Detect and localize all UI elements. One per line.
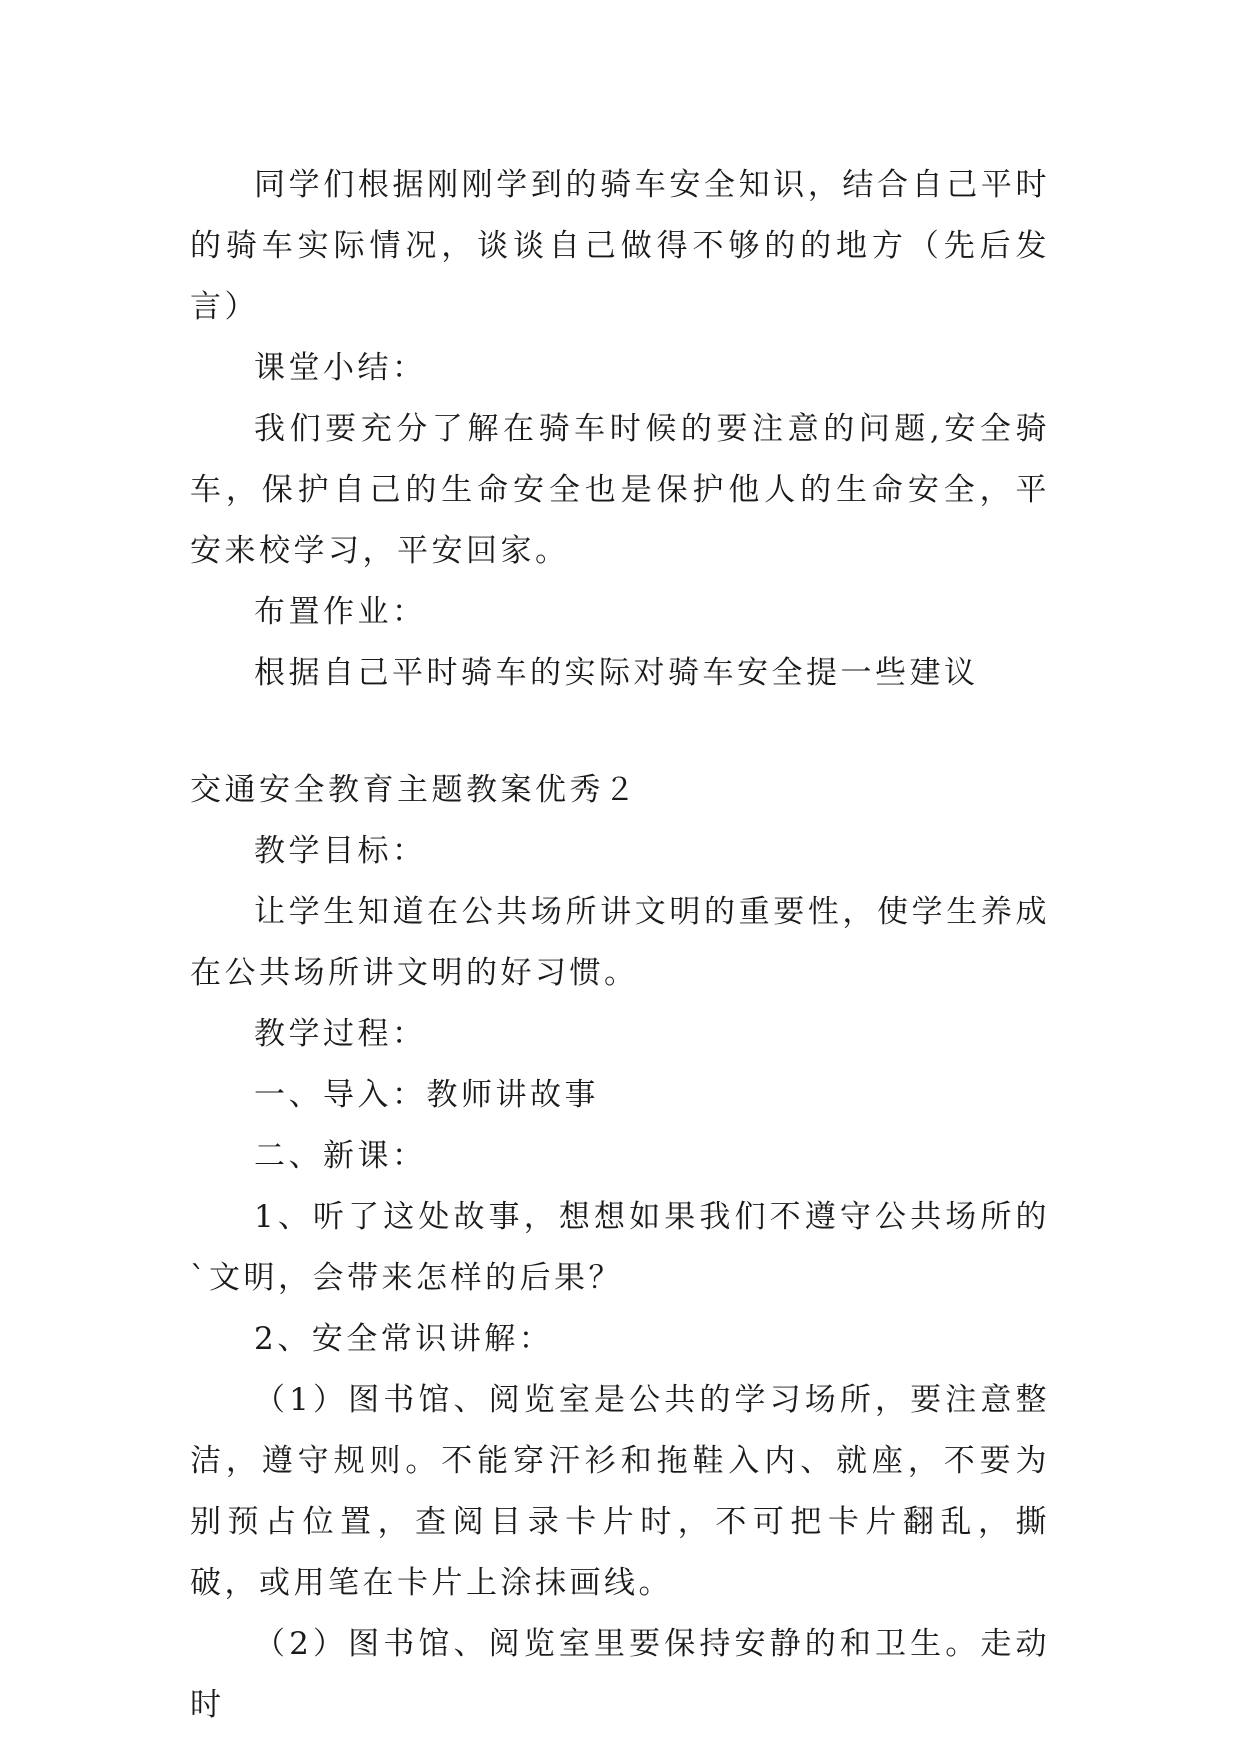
section-title: 交通安全教育主题教案优秀２: [190, 772, 639, 808]
paragraph-teaching-goal: 让学生知道在公共场所讲文明的重要性，使学生养成在公共场所讲文明的好习惯。: [190, 894, 1050, 991]
paragraph-question-1: 1、听了这处故事，想想如果我们不遵守公共场所的`文明，会带来怎样的后果？: [190, 1199, 1050, 1296]
heading-homework: 布置作业：: [254, 594, 427, 630]
list-item-new-lesson: 二、新课：: [254, 1138, 427, 1174]
paragraph-library-rules-1: （1）图书馆、阅览室是公共的学习场所，要注意整洁，遵守规则。不能穿汗衫和拖鞋入内、就座，不要为别预占位置，查阅目录卡片时，不可把卡片翻乱，撕破，或用笔在卡片上涂抹画线。: [190, 1382, 1050, 1601]
paragraph-library-rules-2: （2）图书馆、阅览室里要保持安静的和卫生。走动时: [190, 1626, 1050, 1723]
heading-teaching-goal: 教学目标：: [254, 833, 427, 869]
list-item-intro: 一、导入：教师讲故事: [254, 1077, 599, 1113]
paragraph-homework: 根据自己平时骑车的实际对骑车安全提一些建议: [254, 655, 979, 691]
paragraph-safety-knowledge: 2、安全常识讲解：: [254, 1321, 554, 1357]
paragraph-summary: 我们要充分了解在骑车时候的要注意的问题,安全骑车，保护自己的生命安全也是保护他人的生命安全，平安来校学习，平安回家。: [190, 411, 1050, 569]
document-page: [190, 155, 1050, 1736]
heading-teaching-process: 教学过程：: [254, 1016, 427, 1052]
paragraph-discussion: 同学们根据刚刚学到的骑车安全知识，结合自己平时的骑车实际情况，谈谈自己做得不够的的地方（先后发言）: [190, 167, 1050, 325]
heading-class-summary: 课堂小结：: [254, 350, 427, 386]
